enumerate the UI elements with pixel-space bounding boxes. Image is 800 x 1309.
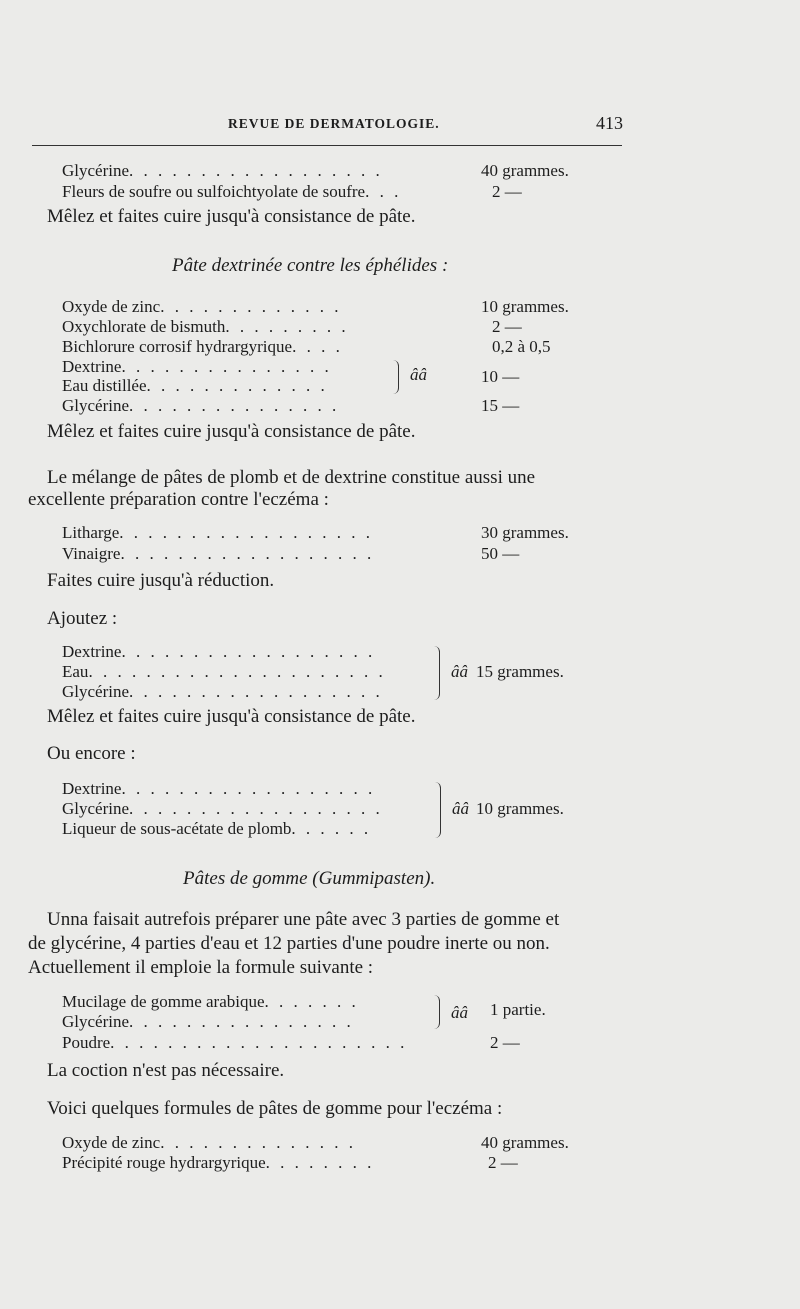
aa-mark: ââ [451,662,468,681]
intro: Voici quelques formules de pâtes de gomme pour l'eczéma : [47,1098,503,1119]
brace [433,646,440,700]
ingredient-line: Glycérine. . . . . . . . . . . . . . . [62,396,340,415]
aa-mark: ââ [451,1003,468,1022]
section-title: Pâtes de gomme (Gummipasten). [183,868,436,889]
instruction: Mêlez et faites cuire jusqu'à consistance de pâte. [47,706,416,727]
section-title: Pâte dextrinée contre les éphélides : [172,255,449,276]
ingredient-line: Eau. . . . . . . . . . . . . . . . . . . . . [62,662,386,681]
ingredient-qty: 10 grammes. [481,297,569,316]
instruction: Faites cuire jusqu'à réduction. [47,570,275,591]
ingredient-qty: 40 grammes. [481,161,569,180]
ingredient-qty: 10 grammes. [476,799,564,818]
paragraph-line: Unna faisait autrefois préparer une pâte avec 3 parties de gomme et [47,909,560,930]
ingredient-line: Oxyde de zinc. . . . . . . . . . . . . . [62,1133,356,1152]
paragraph-line: de glycérine, 4 parties d'eau et 12 parties d'une poudre inerte ou non. [28,933,550,954]
running-header [0,113,800,135]
ingredient-line: Précipité rouge hydrargyrique. . . . . . . . [62,1153,375,1172]
paragraph-line: excellente préparation contre l'eczéma : [28,489,329,510]
ingredient-qty: 15 — [481,396,520,415]
ingredient-line: Vinaigre. . . . . . . . . . . . . . . . . . [62,544,375,563]
ingredient-line: Poudre. . . . . . . . . . . . . . . . . . . . . [62,1033,408,1052]
ingredient-qty: 0,2 à 0,5 [492,337,551,356]
label: Ajoutez : [47,608,118,629]
ingredient-line: Glycérine. . . . . . . . . . . . . . . . . . [62,799,383,818]
ingredient-qty: 30 grammes. [481,523,569,542]
aa-mark: ââ [452,799,469,818]
ingredient-qty: 50 — [481,544,520,563]
ingredient-qty: 15 grammes. [476,662,564,681]
aa-mark: ââ [410,365,427,384]
header-rule [32,145,622,146]
ingredient-line: Glycérine. . . . . . . . . . . . . . . . [62,1012,354,1031]
ingredient-line: Oxychlorate de bismuth. . . . . . . . . [62,317,349,336]
journal-title: REVUE DE DERMATOLOGIE. [228,116,440,131]
brace [433,995,440,1029]
ingredient-line: Eau distillée. . . . . . . . . . . . . [62,376,328,395]
ingredient-qty: 10 — [481,367,520,386]
ingredient-qty: 2 — [488,1153,518,1172]
page-number: 413 [596,113,623,133]
ingredient-line: Glycérine. . . . . . . . . . . . . . . . . . [62,682,383,701]
instruction: Mêlez et faites cuire jusqu'à consistance de pâte. [47,421,416,442]
paragraph-line: Le mélange de pâtes de plomb et de dextrine constitue aussi une [47,467,536,488]
ingredient-qty: 2 — [490,1033,520,1052]
ingredient-line: Dextrine. . . . . . . . . . . . . . . . . . [62,642,376,661]
ingredient-line: Mucilage de gomme arabique. . . . . . . [62,992,359,1011]
ingredient-qty: 1 partie. [490,1000,546,1019]
ingredient-qty: 40 grammes. [481,1133,569,1152]
ingredient-qty: 2 — [492,317,522,336]
ingredient-line: Litharge. . . . . . . . . . . . . . . . . . [62,523,374,542]
ingredient-line: Dextrine. . . . . . . . . . . . . . . . . . [62,779,376,798]
ingredient-line: Liqueur de sous-acétate de plomb. . . . . . [62,819,372,838]
ingredient-line: Dextrine. . . . . . . . . . . . . . . [62,357,332,376]
ingredient-line: Fleurs de soufre ou sulfoichtyolate de soufre. . . [62,182,402,201]
ingredient-line: Oxyde de zinc. . . . . . . . . . . . . [62,297,342,316]
instruction: Mêlez et faites cuire jusqu'à consistance de pâte. [47,206,416,227]
ingredient-line: Bichlorure corrosif hydrargyrique. . . . [62,337,343,356]
note: La coction n'est pas nécessaire. [47,1060,285,1081]
ingredient-line: Glycérine. . . . . . . . . . . . . . . . . . [62,161,383,180]
ingredient-qty: 2 — [492,182,522,201]
label: Ou encore : [47,743,136,764]
brace [434,782,441,838]
paragraph-line: Actuellement il emploie la formule suivante : [28,957,374,978]
brace [392,360,399,394]
